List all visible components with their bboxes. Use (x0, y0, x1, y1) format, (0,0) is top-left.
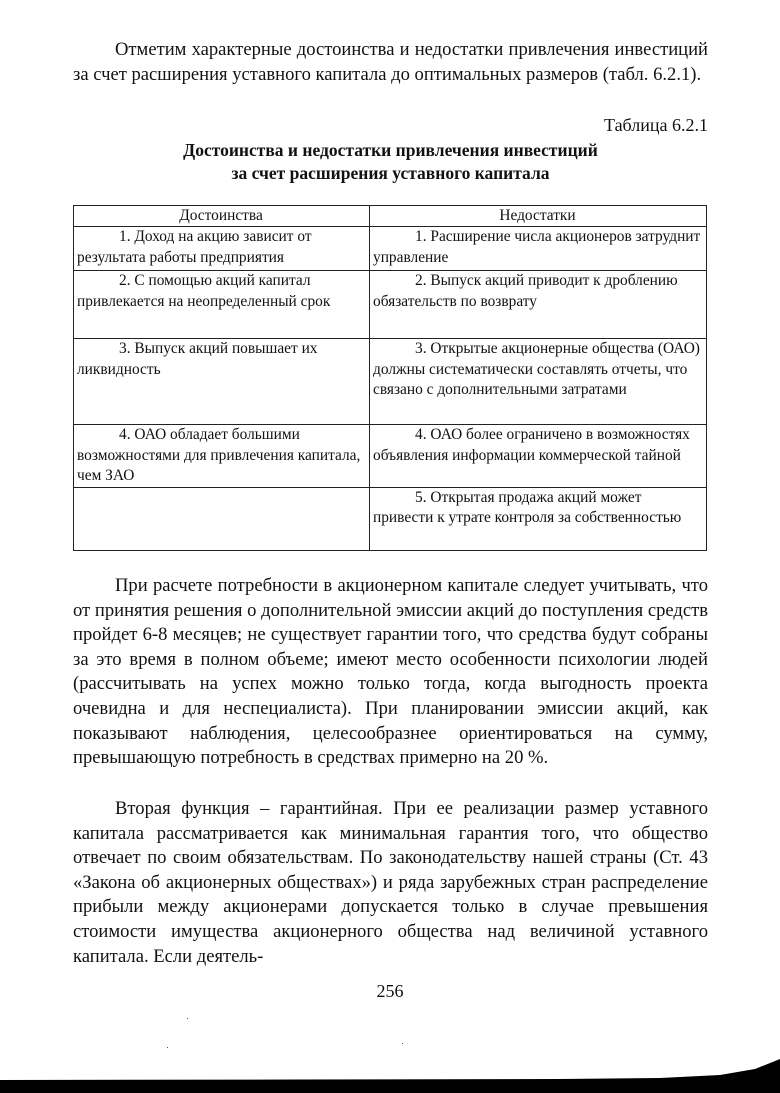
table-title-line-2: за счет расширения уставного капитала (231, 163, 550, 183)
intro-paragraph: Отметим характерные достоинства и недостатки привлечения инвестиций за счет расширения уставного капитала до оптимальных размеров (табл. 6.2.1). (73, 39, 708, 85)
pros-cons-table (73, 205, 707, 551)
scan-speck (167, 1047, 168, 1048)
page-number: 256 (376, 981, 404, 1001)
table-title (73, 139, 708, 185)
table-title-line-1: Достоинства и недостатки привлечения инвестиций (183, 140, 598, 160)
disadvantage-cell: 5. Открытая продажа акций может привести к утрате контроля за собственностью (370, 487, 707, 550)
disadvantage-cell: 2. Выпуск акций приводит к дроблению обязательств по возврату (370, 271, 707, 339)
table-row (74, 487, 707, 550)
scan-speck (402, 1043, 403, 1044)
scan-speck (187, 1018, 188, 1019)
table-row (74, 425, 707, 488)
disadvantage-cell: 4. ОАО более ограничено в возможностях объявления информации коммерческой тайной (370, 425, 707, 488)
capital-need-paragraph: При расчете потребности в акционерном капитале следует учитывать, что от принятия решения о дополнительной эмиссии акций до поступления средств пройдет 6-8 месяцев; не существует гарантии того, что средства будут собраны за это время в полном объеме; имеют место особенности психологии людей (рассчитывать на успех можно только тогда, когда выгодность проекта очевидна и для неспециалиста). При планировании эмиссии акций, как показывают наблюдения, целесообразнее ориентироваться на сумму, превышающую потребность в средствах примерно на 20 %. (73, 575, 708, 769)
advantage-cell-empty (74, 487, 370, 550)
advantage-cell: 3. Выпуск акций повышает их ликвидность (74, 339, 370, 425)
header-advantages: Достоинства (74, 206, 370, 227)
advantage-cell: 4. ОАО обладает большими возможностями для привлечения капитала, чем ЗАО (74, 425, 370, 488)
table-label: Таблица 6.2.1 (604, 115, 708, 135)
disadvantage-cell: 1. Расширение числа акционеров затруднит управление (370, 227, 707, 271)
scan-edge-shadow (0, 1053, 780, 1093)
disadvantage-cell: 3. Открытые акционерные общества (ОАО) должны систематически составлять отчеты, что связано с дополнительными затратами (370, 339, 707, 425)
advantage-cell: 2. С помощью акций капитал привлекается на неопределенный срок (74, 271, 370, 339)
table-header-row (74, 206, 707, 227)
advantage-cell: 1. Доход на акцию зависит от результата работы предприятия (74, 227, 370, 271)
guarantee-function-paragraph: Вторая функция – гарантийная. При ее реализации размер уставного капитала рассматривается как минимальная гарантия того, что общество отвечает по своим обязательствам. По законодательству нашей страны (Ст. 43 «Закона об акционерных обществах») и ряда зарубежных стран распределение прибыли между акционерами допускается только в случае превышения стоимости имущества акционерного общества над величиной уставного капитала. Если деятель- (73, 798, 708, 967)
header-disadvantages: Недостатки (370, 206, 707, 227)
table-row (74, 271, 707, 339)
table-row (74, 227, 707, 271)
table-row (74, 339, 707, 425)
